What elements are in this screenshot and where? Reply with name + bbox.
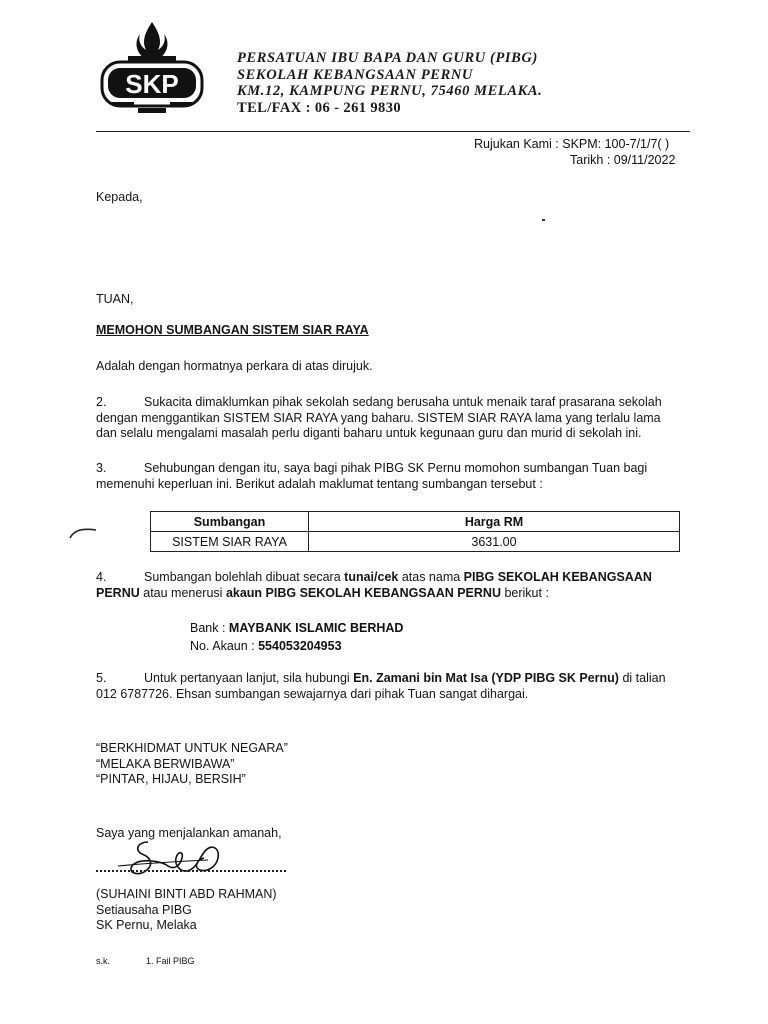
letterhead-org: PERSATUAN IBU BAPA DAN GURU (PIBG): [237, 50, 538, 66]
table-header-row: [151, 512, 680, 532]
slogan: “BERKHIDMAT UNTUK NEGARA”: [96, 741, 288, 755]
para-text: dengan menggantikan SISTEM SIAR RAYA yang baharu. SISTEM SIAR RAYA lama yang terlalu lama: [96, 410, 661, 425]
paragraph-5: [96, 671, 666, 702]
letterhead-divider: [96, 131, 690, 132]
para-text: berikut :: [500, 585, 549, 600]
signatory-name: (SUHAINI BINTI ABD RAHMAN): [96, 887, 277, 901]
signature-line: [96, 870, 286, 872]
table-row: [151, 532, 680, 552]
letterhead-phone: TEL/FAX : 06 - 261 9830: [237, 99, 401, 116]
para-text: Sehubungan dengan itu, saya bagi pihak PIBG SK Pernu momohon sumbangan Tuan bagi: [144, 461, 648, 475]
signatory-organization: SK Pernu, Melaka: [96, 918, 197, 932]
bank-details: [190, 619, 403, 655]
para-number: 5.: [96, 671, 107, 685]
paragraph-2: [96, 395, 662, 442]
reference-number: Rujukan Kami : SKPM: 100-7/1/7( ): [474, 137, 670, 151]
para-number: 2.: [96, 395, 107, 409]
slogan: “PINTAR, HIJAU, BERSIH”: [96, 772, 246, 786]
copy-to: [96, 956, 195, 966]
account-label: No. Akaun :: [190, 639, 259, 653]
para-text: 012 6787726. Ehsan sumbangan sewajarnya dari pihak Tuan sangat dihargai.: [96, 686, 529, 701]
pen-mark: [68, 524, 98, 540]
recipient-heading: Kepada,: [96, 190, 143, 204]
table-cell: 3631.00: [309, 532, 680, 552]
para-number: 4.: [96, 570, 107, 584]
contact-person: En. Zamani bin Mat Isa (YDP PIBG SK Pernu): [353, 671, 619, 685]
school-logo: [98, 20, 206, 120]
copy-to-item: 1. Fail PIBG: [146, 956, 195, 966]
table-cell: SISTEM SIAR RAYA: [151, 532, 309, 552]
reference-block: [474, 136, 675, 168]
para-text: dan selalu mengalami masalah perlu diganti baharu untuk kegunaan guru dan murid di sekolah ini.: [96, 426, 642, 440]
bank-label: Bank :: [190, 621, 229, 635]
table-header: Harga RM: [309, 512, 680, 532]
para-text-bold: akaun PIBG SEKOLAH KEBANGSAAN PERNU: [225, 585, 501, 600]
letterhead: [237, 50, 542, 116]
svg-text:SKP: SKP: [125, 69, 179, 99]
para-number: 3.: [96, 461, 107, 475]
reference-date: Tarikh : 09/11/2022: [570, 153, 676, 167]
para-text: atas nama: [398, 570, 464, 584]
para-text: di talian: [618, 671, 666, 685]
account-number: 554053204953: [258, 639, 342, 653]
scan-speck: [542, 219, 545, 221]
para-text: memenuhi keperluan ini. Berikut adalah maklumat tentang sumbangan tersebut :: [96, 476, 543, 491]
slogans: [96, 741, 288, 788]
copy-to-label: s.k.: [96, 956, 111, 966]
table-header: Sumbangan: [151, 512, 309, 532]
signatory-block: [96, 887, 277, 934]
subject-line: MEMOHON SUMBANGAN SISTEM SIAR RAYA: [96, 323, 369, 337]
para-text: Untuk pertanyaan lanjut, sila hubungi: [144, 671, 354, 685]
letterhead-school: SEKOLAH KEBANGSAAN PERNU: [237, 66, 473, 83]
para-text: Sukacita dimaklumkan pihak sekolah sedang berusaha untuk menaik taraf prasarana sekolah: [144, 395, 662, 409]
para-text: Sumbangan bolehlah dibuat secara: [144, 570, 345, 584]
para-text-bold: PERNU: [96, 585, 140, 600]
paragraph-4: [96, 570, 652, 601]
handwritten-signature: [108, 836, 238, 882]
paragraph-3: [96, 461, 647, 492]
contribution-table: [150, 511, 680, 552]
salutation: TUAN,: [96, 292, 134, 306]
closing-line: Saya yang menjalankan amanah,: [96, 826, 282, 840]
bank-name: MAYBANK ISLAMIC BERHAD: [228, 621, 404, 635]
para-text-bold: PIBG SEKOLAH KEBANGSAAN: [463, 570, 652, 584]
intro-paragraph: Adalah dengan hormatnya perkara di atas dirujuk.: [96, 359, 373, 373]
letterhead-address: KM.12, KAMPUNG PERNU, 75460 MELAKA.: [237, 83, 543, 99]
signatory-title: Setiausaha PIBG: [96, 902, 192, 917]
slogan: “MELAKA BERWIBAWA”: [96, 756, 235, 771]
para-text: atau menerusi: [139, 585, 226, 600]
para-text-bold: tunai/cek: [344, 570, 399, 584]
